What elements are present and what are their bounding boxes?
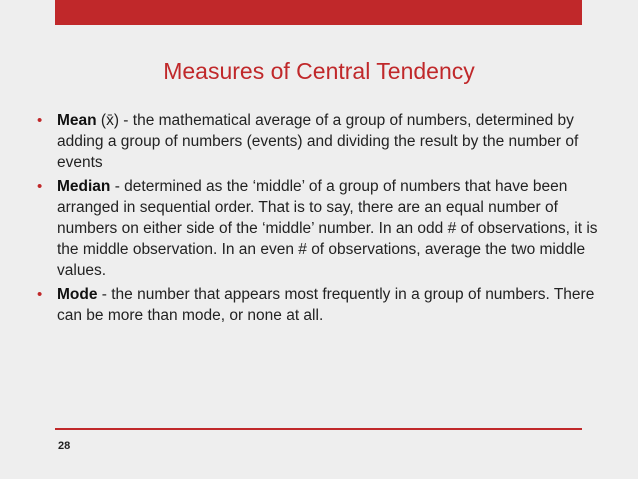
bullet-mean (37, 110, 607, 173)
bottom-divider (55, 428, 582, 430)
bullet-term: Mean (57, 112, 97, 129)
bullet-dot-icon: • (37, 286, 43, 303)
bullet-dot-icon: • (37, 112, 43, 129)
slide-title: Measures of Central Tendency (163, 58, 475, 84)
page-number: 28 (58, 440, 71, 452)
bullet-text: - determined as the ‘middle’ of a group of numbers that have been arranged in sequential order. That is to say, there are an equal number of numbers on either side of the ‘middle’ number. In an odd # of observations, it is the middle observation. In an even # of observations, average the two middle values. (57, 178, 598, 279)
bullet-text: - the number that appears most frequently in a group of numbers. There can be more than mode, or none at all. (57, 286, 595, 324)
bullet-text: (x̄) - the mathematical average of a group of numbers, determined by adding a group of numbers (events) and dividing the result by the number of events (57, 112, 579, 171)
bullet-term: Mode (57, 286, 98, 303)
bullet-dot-icon: • (37, 178, 43, 195)
bullet-term: Median (57, 178, 111, 195)
bullet-mode (37, 284, 607, 326)
top-accent-bar (55, 0, 582, 25)
bullet-list (37, 110, 607, 329)
bullet-median (37, 176, 607, 281)
